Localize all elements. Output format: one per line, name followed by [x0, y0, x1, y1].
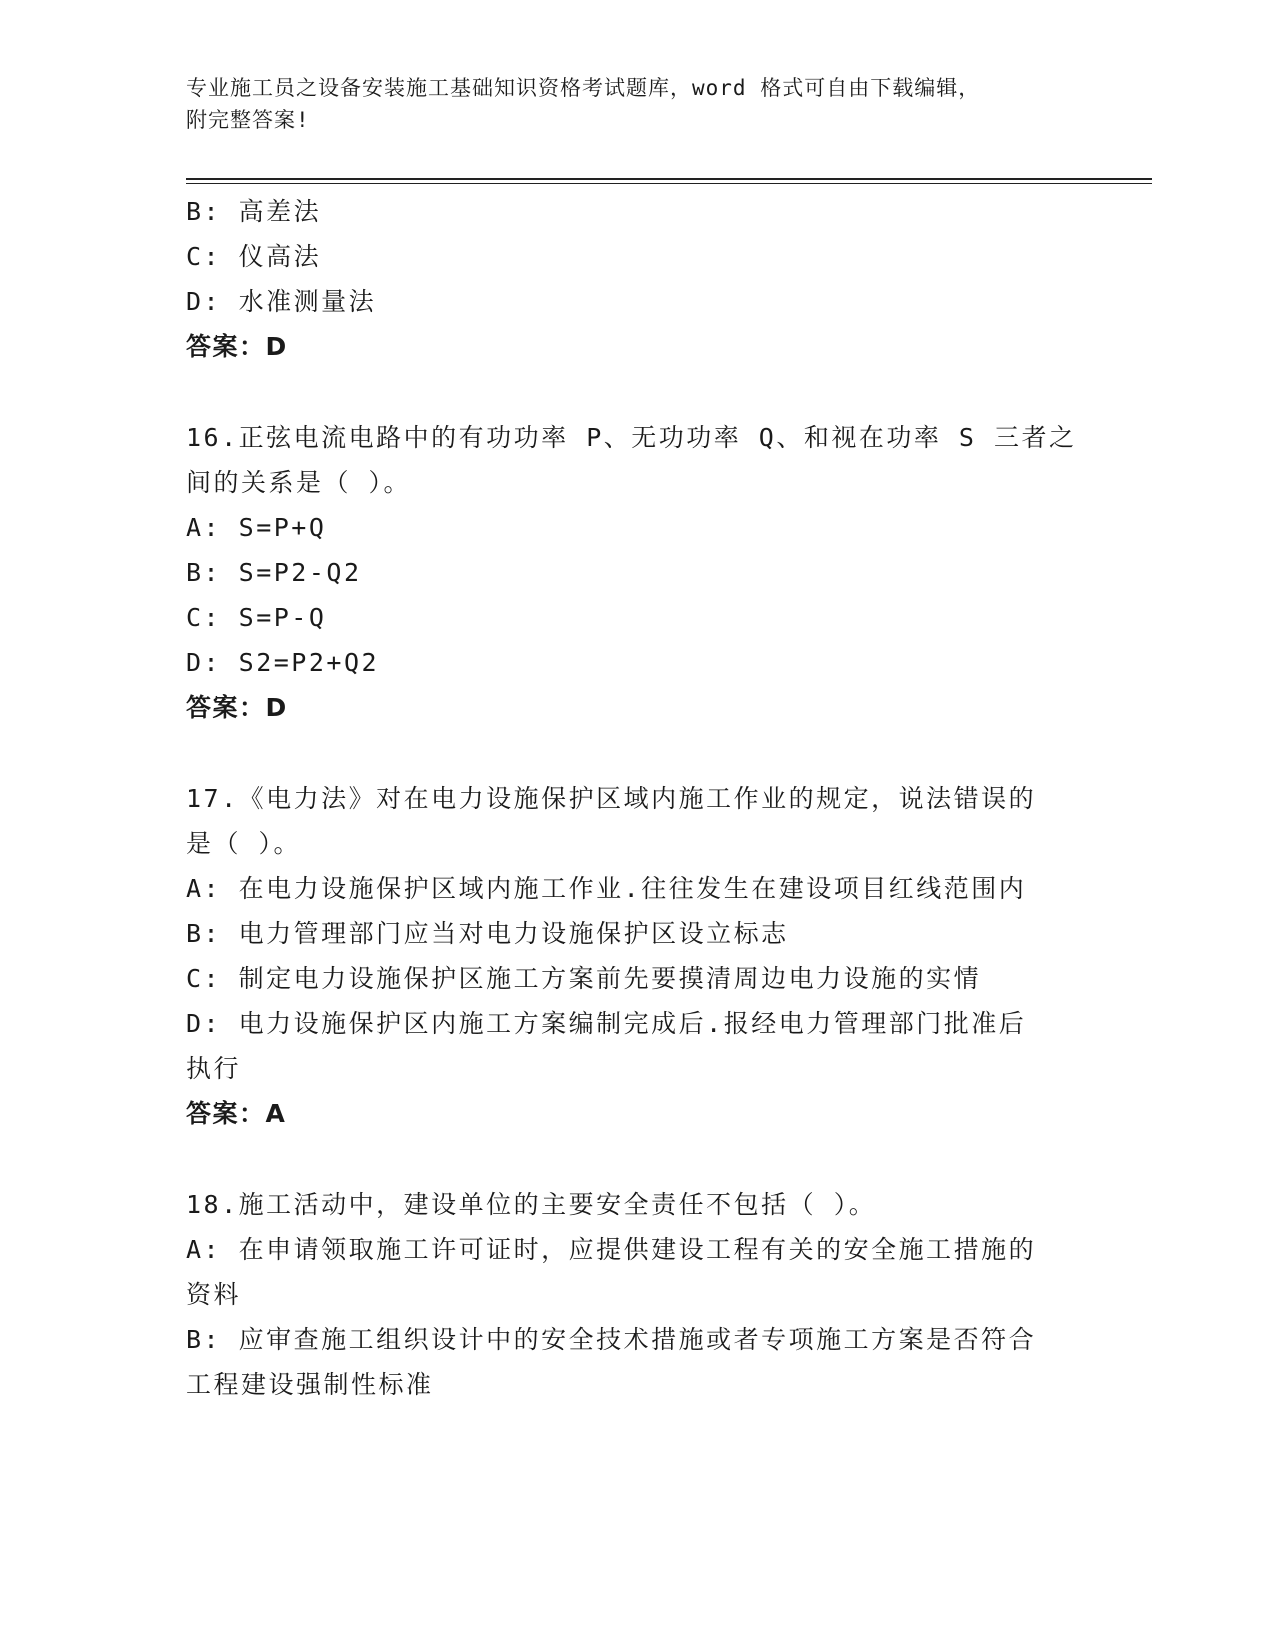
question-stem-cont: 是（ ）。 — [186, 829, 302, 858]
document-body — [186, 189, 1086, 1407]
option-b: B: 电力管理部门应当对电力设施保护区设立标志 — [186, 919, 789, 948]
question-stem: 18.施工活动中，建设单位的主要安全责任不包括（ ）。 — [186, 1190, 877, 1219]
question-18 — [186, 1182, 1086, 1407]
question-17 — [186, 776, 1086, 1136]
option-d-cont: 执行 — [186, 1054, 242, 1083]
answer: 答案：D — [186, 693, 288, 722]
option-c: C: 仪高法 — [186, 242, 322, 271]
answer: 答案：D — [186, 332, 288, 361]
option-b: B: S=P2-Q2 — [186, 558, 362, 587]
answer: 答案：A — [186, 1099, 287, 1128]
option-b: B: 应审查施工组织设计中的安全技术措施或者专项施工方案是否符合 — [186, 1325, 1037, 1354]
option-c: C: 制定电力设施保护区施工方案前先要摸清周边电力设施的实情 — [186, 964, 982, 993]
document-header — [186, 72, 1086, 136]
option-b-cont: 工程建设强制性标准 — [186, 1370, 434, 1399]
question-15 — [186, 189, 1086, 369]
question-stem: 16.正弦电流电路中的有功功率 P、无功功率 Q、和视在功率 S 三者之 — [186, 423, 1077, 452]
header-line-2: 附完整答案! — [186, 108, 310, 132]
spacer — [186, 369, 1086, 415]
option-b: B: 高差法 — [186, 197, 322, 226]
option-d: D: S2=P2+Q2 — [186, 648, 380, 677]
header-rule-thin — [186, 183, 1152, 184]
option-c: C: S=P-Q — [186, 603, 327, 632]
question-16 — [186, 415, 1086, 730]
header-line-1: 专业施工员之设备安装施工基础知识资格考试题库，word 格式可自由下载编辑， — [186, 76, 981, 100]
option-a: A: 在电力设施保护区域内施工作业.往往发生在建设项目红线范围内 — [186, 874, 1027, 903]
option-d: D: 电力设施保护区内施工方案编制完成后.报经电力管理部门批准后 — [186, 1009, 1027, 1038]
question-stem-cont: 间的关系是（ ）。 — [186, 468, 412, 497]
option-a: A: S=P+Q — [186, 513, 327, 542]
option-a-cont: 资料 — [186, 1280, 242, 1309]
spacer — [186, 730, 1086, 776]
option-a: A: 在申请领取施工许可证时，应提供建设工程有关的安全施工措施的 — [186, 1235, 1037, 1264]
header-rule-thick — [186, 178, 1152, 180]
question-stem: 17.《电力法》对在电力设施保护区域内施工作业的规定，说法错误的 — [186, 784, 1037, 813]
option-d: D: 水准测量法 — [186, 287, 377, 316]
spacer — [186, 1136, 1086, 1182]
